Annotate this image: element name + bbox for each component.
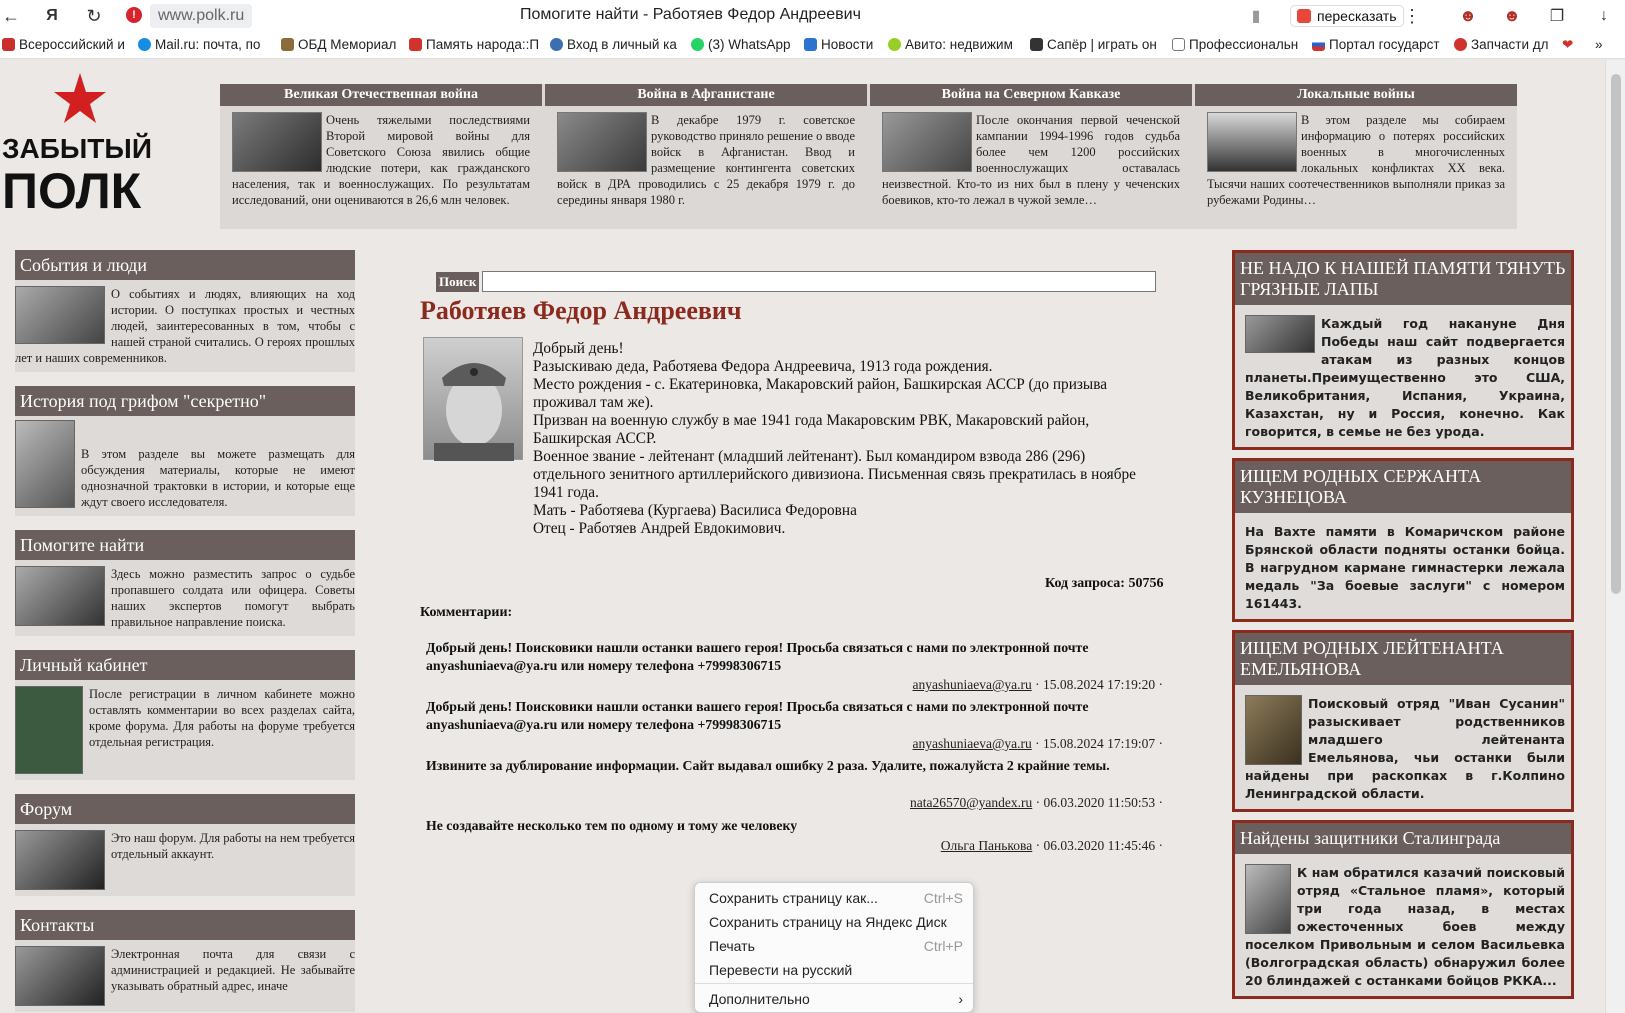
news-block: [1232, 458, 1574, 622]
war-section[interactable]: [1195, 84, 1517, 229]
news-text: К нам обратился казачий поисковый отряд «Стальное пламя», который три года назад, в местах ожесточенных боев между поселком Привольным и селом Васильевка (Волгоградская область) обнаружил более 20 блиндажей с останками бойцов РККА...: [1245, 865, 1565, 988]
extension-icon[interactable]: ☻: [1459, 6, 1477, 25]
comments-label: Комментарии:: [420, 605, 513, 620]
sidebar-photo[interactable]: [15, 566, 105, 626]
request-line: Разыскиваю деда, Работяева Федора Андреевича, 1913 года рождения.: [533, 358, 993, 375]
bookmark-item[interactable]: Mail.ru: почта, по: [138, 37, 260, 52]
request-line: Мать - Работяева (Кургаева) Василиса Федоровна: [533, 502, 857, 519]
news-photo[interactable]: [1245, 864, 1291, 934]
bookmarks-bar: [0, 32, 1625, 59]
bookmark-favicon: [1312, 38, 1325, 51]
war-title[interactable]: Великая Отечественная война: [220, 84, 542, 106]
left-sidebar: [15, 250, 355, 1013]
news-title[interactable]: Найдены защитники Сталинграда: [1235, 823, 1571, 854]
bookmark-favicon: [804, 38, 817, 51]
bookmark-item[interactable]: (3) WhatsApp: [691, 37, 791, 52]
comment-text: Добрый день! Поисковики нашли останки вашего героя! Просьба связаться с нами по электронной почте anyashuniaeva@ya.ru или номеру телефона +79998306715: [426, 699, 1089, 732]
menu-item-print[interactable]: Печать Ctrl+P: [709, 938, 963, 954]
menu-item-save-page[interactable]: Сохранить страницу как... Ctrl+S: [709, 890, 963, 906]
news-block: [1232, 820, 1574, 999]
browser-toolbar: [0, 0, 1625, 32]
war-section[interactable]: [220, 84, 542, 229]
search-form: [436, 271, 1156, 292]
comment-text: Извините за дублирование информации. Сайт выдавал ошибку 2 раза. Удалите, пожалуйста 2 крайние темы.: [426, 758, 1110, 773]
war-title[interactable]: Война в Афганистане: [545, 84, 867, 106]
war-photo[interactable]: [882, 112, 972, 172]
bookmark-favicon: [281, 38, 294, 51]
menu-item-translate[interactable]: Перевести на русский: [709, 962, 853, 978]
war-text: В этом разделе мы собираем информацию о потерях российских военных в многочисленных локальных конфликтах XX века. Тысячи наших соотечественников выполняли приказ за рубежами Родины…: [1207, 113, 1505, 207]
bookmark-item[interactable]: Вход в личный ка: [550, 37, 677, 52]
more-icon[interactable]: ⋮: [1403, 5, 1421, 26]
war-photo[interactable]: [232, 112, 322, 172]
request-text: [533, 340, 1153, 538]
news-block: [1232, 630, 1574, 812]
wars-banner: [220, 84, 1517, 229]
sidebar-title[interactable]: Помогите найти: [15, 530, 355, 560]
heart-icon[interactable]: ❤: [1562, 37, 1574, 52]
sidebar-text: Электронная почта для связи с администрацией и редакцией. Не забывайте указывать обратный адрес, иначе: [111, 947, 355, 993]
bookmark-item[interactable]: Всероссийский и: [2, 37, 125, 52]
sidebar-text: В этом разделе вы можете размещать для обсуждения материалы, которые не имеют однозначной трактовки в истории, и которые еще ждут своего исследователя.: [81, 447, 355, 509]
bookmark-item[interactable]: Авито: недвижим: [888, 37, 1013, 52]
collections-icon[interactable]: ❐: [1549, 8, 1565, 25]
request-line: Призван на военную службу в мае 1941 года Макаровским РВК, Макаровский район, Башкирская АССР.: [533, 412, 1090, 447]
bookmark-item[interactable]: Новости: [804, 37, 873, 52]
sidebar-title[interactable]: Форум: [15, 794, 355, 824]
sidebar-photo[interactable]: [15, 830, 105, 890]
bookmark-favicon: [1030, 38, 1043, 51]
sidebar-title[interactable]: Контакты: [15, 910, 355, 940]
scrollbar-thumb[interactable]: [1611, 74, 1621, 594]
logo-line2: ПОЛК: [2, 163, 142, 218]
comment-text: Добрый день! Поисковики нашли останки вашего героя! Просьба связаться с нами по электронной почте anyashuniaeva@ya.ru или номеру телефона +79998306715: [426, 640, 1089, 673]
menu-item-more[interactable]: Дополнительно ›: [709, 991, 963, 1007]
context-menu: [694, 882, 974, 1013]
news-text: Поисковый отряд "Иван Сусанин" разыскивает родственников младшего лейтенанта Емельянова, чьи останки были найдены при раскопках в г.Колпино Ленинградской области.: [1245, 696, 1565, 801]
reload-icon[interactable]: ↻: [86, 5, 102, 26]
address-bar[interactable]: www.polk.ru: [150, 4, 252, 28]
sidebar-title[interactable]: История под грифом "секретно": [15, 386, 355, 416]
bookmark-item[interactable]: Сапёр | играть он: [1030, 37, 1157, 52]
menu-item-save-disk[interactable]: Сохранить страницу на Яндекс Диск: [709, 914, 947, 930]
warning-icon[interactable]: !: [126, 7, 142, 23]
comment-text: Не создавайте несколько тем по одному и тому же человеку: [426, 818, 798, 833]
retell-label: пересказать: [1317, 8, 1397, 24]
war-photo[interactable]: [557, 112, 647, 172]
page-title-bar: Помогите найти - Работяев Федор Андреевич: [520, 6, 861, 23]
sidebar-text: После регистрации в личном кабинете можно оставлять комментарии во всех разделах сайта, кроме форума. Для работы на форуме требуется отдельная регистрация.: [89, 687, 355, 749]
bookmark-favicon: [1172, 38, 1185, 51]
page-title: Работяев Федор Андреевич: [420, 296, 742, 325]
comment-author-link[interactable]: Ольга Панькова: [940, 838, 1033, 853]
comment-meta: [893, 795, 1163, 811]
bookmark-favicon: [409, 38, 422, 51]
comment-author-link[interactable]: nata26570@yandex.ru: [909, 795, 1033, 810]
comment-author-link[interactable]: anyashuniaeva@ya.ru: [912, 736, 1032, 751]
bookmark-favicon: [1454, 38, 1467, 51]
bookmark-favicon: [888, 38, 901, 51]
sidebar-photo[interactable]: [15, 420, 75, 508]
search-button[interactable]: Поиск: [436, 272, 479, 292]
comment-meta: [893, 838, 1163, 854]
request-line: Добрый день!: [533, 340, 624, 357]
chevron-right-icon: ›: [958, 991, 963, 1007]
sidebar-title[interactable]: События и люди: [15, 250, 355, 280]
news-photo[interactable]: [1245, 315, 1315, 353]
request-line: Отец - Работяев Андрей Евдокимович.: [533, 520, 786, 537]
bookmark-item[interactable]: Запчасти дл: [1454, 37, 1549, 52]
chevron-more-icon[interactable]: »: [1595, 37, 1603, 52]
news-title[interactable]: ИЩЕМ РОДНЫХ ЛЕЙТЕНАНТА ЕМЕЛЬЯНОВА: [1235, 633, 1571, 685]
war-photo[interactable]: [1207, 112, 1297, 172]
comment-date: · 06.03.2020 11:50:53 ·: [1035, 795, 1163, 810]
sidebar-photo[interactable]: [15, 946, 105, 1006]
request-line: Место рождения - с. Екатериновка, Макаровский район, Башкирская АССР (до призыва проживал там же).: [533, 376, 1108, 411]
retell-icon: [1297, 9, 1311, 23]
bookmark-icon[interactable]: ▮: [1251, 8, 1261, 25]
request-code: Код запроса: 50756: [1045, 576, 1164, 591]
sidebar-photo[interactable]: [15, 286, 105, 344]
war-section[interactable]: [870, 84, 1192, 229]
comment-date: · 06.03.2020 11:45:46 ·: [1035, 838, 1163, 853]
news-text: Каждый год накануне Дня Победы наш сайт подвергается атакам из разных концов планеты.Преимущественно это США, Великобритания, Испания, Украина, Казахстан, ну и Россия, конечно. Как говорится, в семье не без урода.: [1245, 316, 1565, 439]
comment-author-link[interactable]: anyashuniaeva@ya.ru: [912, 677, 1032, 692]
soldier-portrait[interactable]: [423, 337, 523, 460]
sidebar-photo[interactable]: [15, 686, 83, 774]
war-title[interactable]: Война на Северном Кавказе: [870, 84, 1192, 106]
bookmark-favicon: [138, 38, 151, 51]
yandex-icon[interactable]: Я: [46, 7, 58, 24]
war-section[interactable]: [545, 84, 867, 229]
retell-button[interactable]: [1290, 5, 1404, 27]
sidebar-text: Это наш форум. Для работы на нем требуется отдельный аккаунт.: [111, 831, 355, 861]
bookmark-item[interactable]: ОБД Мемориал: [281, 37, 396, 52]
news-title[interactable]: ИЩЕМ РОДНЫХ СЕРЖАНТА КУЗНЕЦОВА: [1235, 461, 1571, 513]
sidebar-text: О событиях и людях, влияющих на ход истории. О поступках простых и честных людей, заинтересованных в том, чтобы с нашей страной считались. О героях прошлых лет и наших современников.: [15, 287, 355, 365]
bookmark-favicon: [2, 38, 15, 51]
sidebar-block: [15, 530, 355, 636]
comment-date: · 15.08.2024 17:19:07 ·: [1035, 736, 1163, 751]
scrollbar[interactable]: [1605, 60, 1625, 1013]
sidebar-block: [15, 794, 355, 896]
bookmark-favicon: [691, 38, 704, 51]
sidebar-text: Здесь можно разместить запрос о судьбе пропавшего солдата или офицера. Советы наших экспертов помогут выбрать правильное направление поиска.: [111, 567, 355, 629]
news-title[interactable]: НЕ НАДО К НАШЕЙ ПАМЯТИ ТЯНУТЬ ГРЯЗНЫЕ ЛАПЫ: [1235, 253, 1571, 305]
news-text: На Вахте памяти в Комаричском районе Брянской области подняты останки бойца. В нагрудном кармане гимнастерки лежала медаль "За боевые заслуги" с номером 161443.: [1245, 524, 1565, 611]
search-input[interactable]: [482, 271, 1156, 292]
back-icon[interactable]: ←: [2, 5, 20, 26]
sidebar-block: [15, 250, 355, 372]
war-text: Очень тяжелыми последствиями Второй мировой войны для Советского Союза явились общие людские потери, как гражданского населения, так и военнослужащих. По результатам исследований, они оцениваются в 26,6 млн человек.: [232, 113, 530, 207]
comment-meta: [893, 736, 1163, 752]
bookmark-favicon: [550, 38, 563, 51]
sidebar-block: [15, 910, 355, 1012]
war-title[interactable]: Локальные войны: [1195, 84, 1517, 106]
comment-meta: [893, 677, 1163, 693]
logo-line1: ЗАБЫТЫЙ: [2, 133, 152, 164]
right-sidebar: [1232, 250, 1574, 1007]
site-logo[interactable]: [0, 68, 170, 218]
bookmark-item[interactable]: Память народа::П: [409, 37, 539, 52]
extension-icon[interactable]: ☻: [1503, 6, 1521, 25]
page-content: [0, 60, 1605, 1013]
war-text: В декабре 1979 г. советское руководство приняло решение о вводе войск в Афганистан. Ввод и размещение контингента советских войск в ДРА проводились с 25 декабря 1979 г. до середины января 1980 г.: [557, 113, 855, 207]
comment-date: · 15.08.2024 17:19:20 ·: [1035, 677, 1163, 692]
sidebar-block: [15, 650, 355, 780]
news-photo[interactable]: [1245, 695, 1302, 765]
downloads-icon[interactable]: ↓: [1600, 7, 1608, 24]
bookmark-item[interactable]: Портал государст: [1312, 37, 1440, 52]
request-line: Военное звание - лейтенант (младший лейтенант). Был командиром взвода 286 (296) отдельного зенитного артиллерийского дивизиона. Письменная связь прекратилась в ноябре 1941 года.: [533, 448, 1136, 501]
sidebar-block: [15, 386, 355, 516]
sidebar-title[interactable]: Личный кабинет: [15, 650, 355, 680]
bookmark-item[interactable]: Профессиональн: [1172, 37, 1298, 52]
news-block: [1232, 250, 1574, 450]
menu-separator: [695, 983, 973, 984]
war-text: После окончания первой чеченской кампании 1994-1996 годов судьба более чем 1200 российских военнослужащих оставалась неизвестной. Кто-то из них был в плену у чеченских боевиков, кто-то лежал в чужой земле…: [882, 113, 1180, 207]
